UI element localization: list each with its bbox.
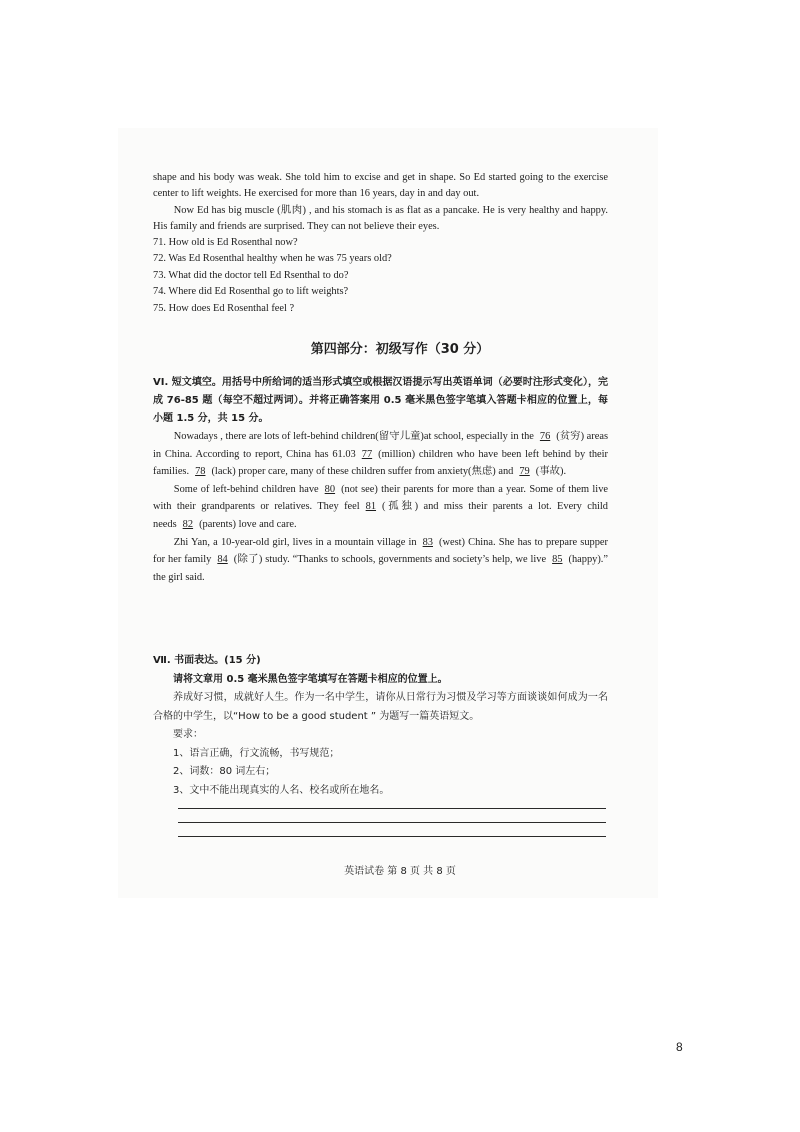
cloze-text: (孤独) and miss their parents a lot. Every child needs <box>153 501 608 530</box>
cloze-text: (million) children who have been left behind by their families. <box>153 448 608 478</box>
cloze-text: (not see) their parents for more than a year. Some of them live with their grandparents or relatives. They feel <box>153 483 609 513</box>
cloze-paragraph-3 <box>153 534 608 587</box>
requirement-3: 3、文中不能出现真实的人名、校名或所在地名。 <box>173 784 390 796</box>
cloze-text: (除了) study. “Thanks to schools, governments and society’s help, we live <box>233 554 547 566</box>
writing-section <box>153 652 608 800</box>
reading-paragraph-2: Now Ed has big muscle (肌肉) , and his stomach is as flat as a pancake. He is very healthy and happy. His family and friends are surprised. They can not believe their eyes. <box>153 204 608 233</box>
cloze-text: (parents) love and care. <box>199 518 297 530</box>
section-number: VI. <box>153 377 169 388</box>
cloze-text: (贫穷) areas in China. According to report, China has 61.03 <box>153 431 608 460</box>
blank-78: 78 <box>195 466 206 478</box>
blank-77: 77 <box>361 448 373 460</box>
answer-line <box>178 836 606 837</box>
reading-paragraph-1: shape and his body was weak. She told him to excise and get in shape. So Ed started going to the exercise center to lift weights. He exercised for more than 16 years, day in and day out. <box>153 172 608 200</box>
instruction-text: 短文填空。用括号中所给词的适当形式填空或根据汉语提示写出英语单词（必要时注形式变化），完成 76-85 题（每空不超过两词）。并将正确答案用 0.5 毫米黑色签字笔填入答题卡相应的位置上，每小题 1.5 分，共 15 分。 <box>153 377 609 424</box>
blank-82: 82 <box>182 518 194 530</box>
question-71: 71. How old is Ed Rosenthal now? <box>153 237 298 248</box>
cloze-paragraph-2 <box>153 481 608 534</box>
writing-prompt: 养成好习惯，成就好人生。作为一名中学生，请你从日常行为习惯及学习等方面谈谈如何成为一名合格的中学生，以“How to be a good student ” 为题写一篇英语短文。 <box>153 692 608 722</box>
cloze-text: Nowadays , there are lots of left-behind children(留守儿童)at school, especially in the <box>173 431 534 442</box>
question-list <box>153 235 608 317</box>
writing-instruction: 请将文章用 0.5 毫米黑色签字笔填写在答题卡相应的位置上。 <box>173 673 448 685</box>
answer-line <box>178 808 606 809</box>
page-number: 8 <box>676 1040 683 1054</box>
question-74: 74. Where did Ed Rosenthal go to lift weights? <box>153 286 349 298</box>
cloze-text: Some of left-behind children have <box>173 483 319 495</box>
answer-line <box>178 822 606 823</box>
blank-80: 80 <box>324 483 336 495</box>
question-73: 73. What did the doctor tell Ed Rsenthal to do? <box>153 269 349 281</box>
blank-79: 79 <box>519 466 530 478</box>
page-footer: 英语试卷 第 8 页 共 8 页 <box>344 866 456 877</box>
blank-81: 81 <box>365 501 377 513</box>
cloze-section <box>153 374 608 586</box>
cloze-text: (事故). <box>535 466 567 478</box>
part4-title: 第四部分：初级写作（30 分） <box>310 342 490 357</box>
question-72: 72. Was Ed Rosenthal healthy when he was 75 years old? <box>153 253 392 265</box>
blank-84: 84 <box>217 554 228 566</box>
cloze-instructions <box>153 374 608 428</box>
question-75: 75. How does Ed Rosenthal feel ? <box>153 302 295 314</box>
cloze-text: (happy).” the girl said. <box>153 554 609 583</box>
answer-lines <box>178 808 606 850</box>
requirement-2: 2、词数：80 词左右； <box>173 766 276 777</box>
reading-passage <box>153 170 608 236</box>
cloze-text: (lack) proper care, many of these children suffer from anxiety(焦虑) and <box>211 466 514 478</box>
cloze-text: Zhi Yan, a 10-year-old girl, lives in a mountain village in <box>173 536 417 548</box>
cloze-text: (west) China. She has to prepare supper for her family <box>153 536 608 566</box>
writing-title: Ⅶ. 书面表达。(15 分) <box>153 655 261 666</box>
blank-85: 85 <box>552 554 563 566</box>
requirements-label: 要求： <box>173 729 203 740</box>
blank-76: 76 <box>539 431 551 442</box>
blank-83: 83 <box>422 536 433 548</box>
requirement-1: 1、语言正确，行文流畅，书写规范； <box>173 747 340 759</box>
cloze-paragraph-1 <box>153 428 608 481</box>
